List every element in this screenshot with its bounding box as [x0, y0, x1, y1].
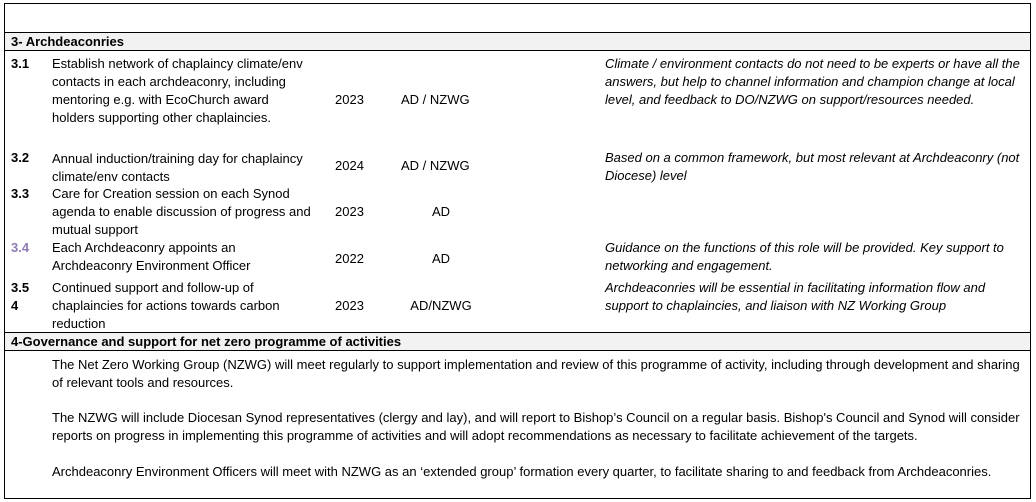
row-description: Annual induction/training day for chaplaincy climate/env contacts — [52, 151, 303, 184]
section-4-heading: 4-Governance and support for net zero programme of activities — [5, 332, 1030, 351]
row-note: Based on a common framework, but most relevant at Archdeaconry (not Diocese) level — [605, 150, 1020, 183]
governance-paragraph: Archdeaconry Environment Officers will meet with NZWG as an ‘extended group’ formation every quarter, to facilitate sharing to and feedback from Archdeaconries. — [52, 464, 992, 479]
row-year: 2023 — [335, 204, 364, 219]
row-year: 2022 — [335, 251, 364, 266]
row-number: 3.4 — [11, 240, 30, 255]
row-lead: AD — [431, 204, 451, 219]
row-number: 3.5 4 — [11, 280, 30, 313]
row-description: Each Archdeaconry appoints an Archdeaconry Environment Officer — [52, 240, 251, 273]
row-number: 3.3 — [11, 186, 30, 201]
governance-paragraph: The Net Zero Working Group (NZWG) will meet regularly to support implementation and review of this programme of activity, including through development and sharing of relevant tools and resources. — [52, 357, 1020, 390]
row-lead: AD / NZWG — [401, 158, 470, 173]
row-description: Establish network of chaplaincy climate/env contacts in each archdeaconry, including mentoring e.g. with EcoChurch award holders supporting other chaplaincies. — [52, 56, 303, 125]
section-3-heading: 3- Archdeaconries — [5, 32, 1030, 51]
row-description: Care for Creation session on each Synod agenda to enable discussion of progress and mutual support — [52, 186, 311, 237]
row-lead: AD/NZWG — [410, 298, 472, 313]
row-year: 2023 — [335, 92, 364, 107]
row-note: Archdeaconries will be essential in facilitating information flow and support to chaplaincies, and liaison with NZ Working Group — [605, 280, 986, 313]
row-lead: AD — [431, 251, 451, 266]
row-note: Guidance on the functions of this role will be provided. Key support to networking and engagement. — [605, 240, 1004, 273]
row-lead: AD / NZWG — [401, 92, 470, 107]
row-note: Climate / environment contacts do not need to be experts or have all the answers, but help to channel information and champion change at local level, and feedback to DO/NZWG on support/resources needed. — [605, 56, 1020, 107]
row-year: 2023 — [335, 298, 364, 313]
row-year: 2024 — [335, 158, 364, 173]
row-number: 3.2 — [11, 150, 30, 165]
row-description: Continued support and follow-up of chaplaincies for actions towards carbon reduction — [52, 280, 280, 331]
activities-table — [4, 3, 1031, 499]
governance-paragraph: The NZWG will include Diocesan Synod representatives (clergy and lay), and will report to Bishop’s Council on a regular basis. Bishop's Council and Synod will consider reports on progress in implementing this programme of activities and will adopt recommendations as necessary to facilitate achievement of the targets. — [52, 410, 1020, 443]
row-number: 3.1 — [11, 56, 30, 71]
